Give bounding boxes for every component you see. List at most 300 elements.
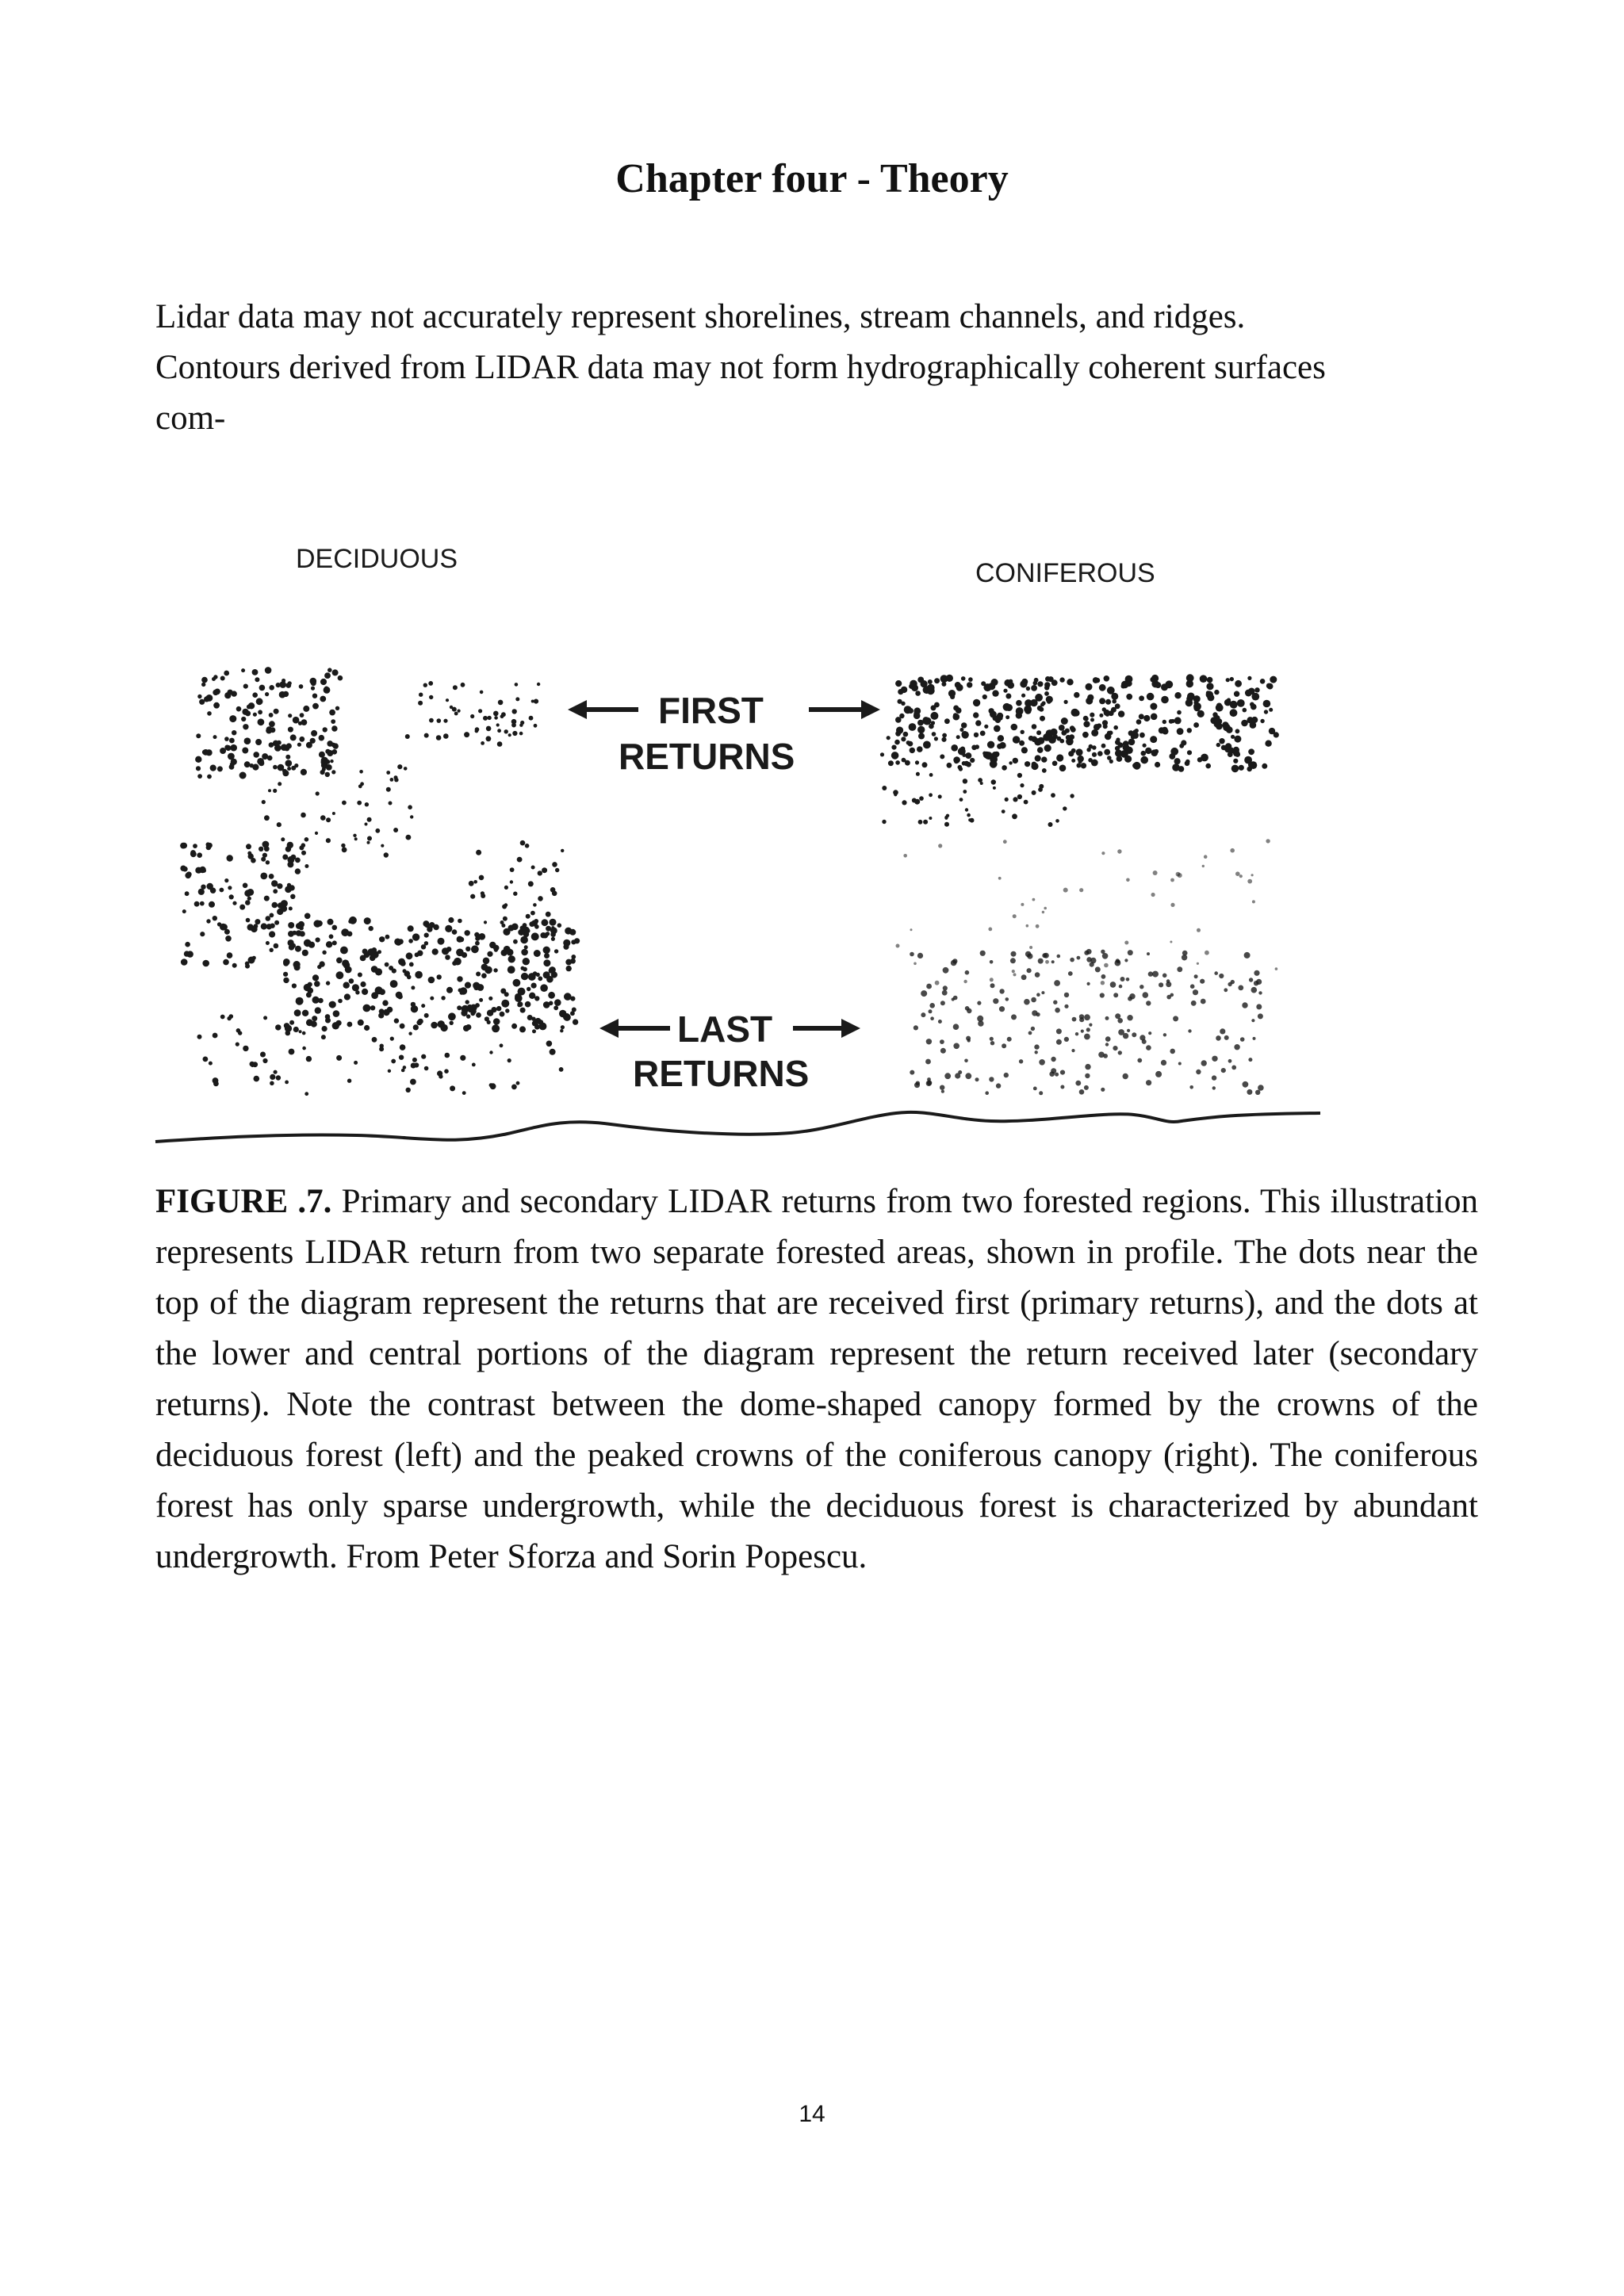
lidar-point: [1037, 747, 1044, 753]
lidar-point: [1206, 683, 1213, 690]
lidar-point: [565, 959, 572, 966]
lidar-point: [968, 818, 971, 821]
lidar-point: [397, 764, 402, 769]
lidar-point: [888, 760, 894, 766]
lidar-point: [531, 1017, 535, 1021]
lidar-point: [998, 877, 1002, 880]
lidar-point: [481, 964, 488, 971]
lidar-point: [544, 953, 550, 959]
lidar-point: [540, 984, 548, 992]
lidar-point: [1258, 1013, 1263, 1019]
lidar-point: [365, 802, 369, 806]
lidar-point: [312, 1016, 317, 1021]
lidar-point: [525, 928, 530, 933]
lidar-point: [927, 1077, 931, 1081]
lidar-point: [200, 901, 205, 906]
lidar-point: [484, 920, 487, 924]
lidar-point: [919, 796, 924, 801]
lidar-point: [1141, 751, 1147, 756]
lidar-point: [944, 1073, 951, 1079]
lidar-point: [1133, 729, 1138, 734]
lidar-point: [542, 933, 548, 939]
lidar-point: [896, 944, 900, 948]
lidar-point: [274, 744, 282, 752]
lidar-point: [252, 669, 259, 675]
lidar-point: [396, 992, 403, 999]
lidar-point: [298, 921, 304, 928]
lidar-point: [294, 1009, 301, 1016]
lidar-point: [274, 943, 279, 949]
lidar-point: [931, 721, 935, 725]
lidar-point: [910, 952, 914, 957]
lidar-point: [245, 710, 251, 716]
lidar-point: [248, 853, 254, 859]
lidar-point: [561, 849, 564, 852]
lidar-point: [990, 978, 994, 982]
lidar-point: [1235, 729, 1240, 733]
lidar-point: [964, 1059, 968, 1063]
lidar-point: [1231, 1066, 1236, 1070]
lidar-point: [1235, 680, 1242, 687]
lidar-point: [940, 1001, 945, 1005]
lidar-point: [299, 737, 304, 742]
lidar-point: [377, 950, 381, 954]
lidar-point: [496, 1006, 501, 1011]
lidar-point: [479, 933, 486, 940]
lidar-point: [269, 742, 274, 748]
lidar-point: [1187, 750, 1192, 755]
lidar-point: [304, 837, 309, 842]
lidar-point: [954, 759, 959, 763]
lidar-point: [264, 846, 270, 851]
lidar-point: [1099, 714, 1103, 718]
lidar-point: [452, 929, 458, 935]
lidar-point: [512, 709, 517, 714]
lidar-point: [903, 732, 909, 737]
lidar-point: [1155, 1071, 1162, 1077]
lidar-point: [529, 921, 534, 927]
lidar-point: [504, 886, 508, 890]
lidar-point: [1053, 1001, 1057, 1004]
lidar-point: [903, 854, 907, 858]
lidar-point: [301, 851, 306, 855]
lidar-point: [243, 684, 248, 689]
lidar-point: [1116, 959, 1120, 962]
lidar-point: [326, 838, 331, 843]
lidar-point: [1161, 1060, 1166, 1066]
lidar-point: [311, 730, 317, 737]
lidar-point: [220, 888, 224, 893]
lidar-point: [1104, 963, 1109, 968]
lidar-point: [295, 946, 301, 952]
lidar-point: [1207, 694, 1214, 701]
lidar-point: [213, 1033, 218, 1039]
figure-caption: [155, 1177, 1478, 1582]
lidar-point: [1230, 709, 1238, 717]
lidar-point: [341, 844, 345, 848]
lidar-point: [1042, 911, 1044, 913]
lidar-point: [520, 1008, 526, 1013]
lidar-point: [924, 718, 931, 725]
lidar-point: [942, 733, 947, 738]
lidar-point: [925, 1059, 931, 1065]
lidar-point: [914, 962, 917, 966]
page-title: Chapter four - Theory: [615, 156, 1009, 201]
lidar-point: [504, 903, 508, 907]
lidar-point: [496, 723, 500, 726]
lidar-point: [453, 685, 458, 690]
lidar-point: [902, 800, 906, 805]
lidar-point: [944, 822, 949, 827]
lidar-point: [182, 843, 188, 849]
lidar-point: [1105, 1036, 1111, 1042]
lidar-point: [304, 1092, 308, 1096]
lidar-point: [511, 1085, 517, 1090]
lidar-point: [493, 711, 499, 717]
lidar-point: [338, 999, 343, 1004]
lidar-point: [1026, 687, 1030, 691]
lidar-point: [271, 880, 278, 886]
lidar-point: [1128, 950, 1133, 955]
lidar-point: [1101, 981, 1105, 985]
lidar-point: [493, 945, 500, 951]
lidar-point: [1054, 980, 1060, 986]
lidar-point: [403, 1066, 407, 1070]
lidar-point: [367, 836, 372, 841]
lidar-point: [227, 855, 233, 861]
lidar-point: [1240, 1037, 1245, 1042]
lidar-point: [503, 916, 508, 921]
lidar-point: [529, 993, 535, 999]
lidar-point: [1070, 958, 1074, 962]
lidar-point: [336, 971, 344, 979]
lidar-point: [1143, 715, 1150, 721]
lidar-point: [290, 894, 295, 899]
lidar-point: [318, 998, 324, 1004]
lidar-point: [312, 703, 319, 710]
lidar-point: [273, 889, 278, 894]
lidar-point: [260, 873, 267, 880]
lidar-point: [378, 1012, 384, 1018]
lidar-point: [941, 737, 946, 742]
lidar-point: [1044, 682, 1050, 687]
lidar-point: [408, 939, 413, 943]
lidar-point: [336, 1020, 342, 1026]
lidar-point: [1227, 698, 1231, 702]
lidar-point: [288, 714, 292, 718]
lidar-point: [437, 1070, 442, 1076]
intro-line-3: com-: [155, 400, 226, 437]
lidar-returns-illustration: [151, 539, 1324, 1158]
lidar-point: [266, 941, 270, 945]
lidar-point: [445, 955, 450, 960]
lidar-point: [533, 903, 537, 907]
lidar-point: [1177, 710, 1182, 715]
lidar-point: [275, 1024, 281, 1030]
lidar-point: [1010, 958, 1016, 963]
lidar-point: [500, 1012, 505, 1017]
lidar-point: [302, 950, 308, 956]
lidar-point: [1031, 685, 1037, 691]
lidar-point: [1200, 675, 1208, 683]
lidar-point: [287, 856, 294, 863]
lidar-point: [243, 883, 248, 889]
lidar-point: [504, 992, 509, 997]
lidar-point: [915, 760, 919, 764]
lidar-point: [348, 920, 352, 924]
lidar-point: [1003, 840, 1007, 844]
lidar-point: [224, 929, 230, 935]
lidar-point: [1072, 710, 1077, 715]
lidar-point: [410, 815, 413, 818]
first-returns-right-arrow: [809, 700, 880, 719]
lidar-point: [375, 828, 380, 833]
lidar-point: [304, 939, 312, 947]
lidar-point: [274, 920, 279, 925]
lidar-point: [389, 966, 393, 970]
lidar-point: [1177, 728, 1184, 735]
lidar-point: [1152, 971, 1159, 978]
lidar-point: [940, 754, 944, 759]
lidar-point: [943, 967, 949, 974]
lidar-point: [1244, 756, 1252, 764]
lidar-point: [312, 694, 317, 698]
lidar-point: [196, 766, 201, 771]
lidar-point: [367, 948, 374, 955]
lidar-point: [508, 955, 515, 962]
lidar-point: [209, 901, 215, 908]
lidar-point: [1119, 985, 1123, 989]
lidar-point: [1237, 699, 1245, 707]
lidar-point: [1143, 992, 1149, 998]
lidar-point: [331, 770, 335, 774]
lidar-point: [1017, 794, 1022, 799]
lidar-point: [283, 978, 289, 983]
lidar-point: [1094, 724, 1100, 730]
lidar-point: [955, 1073, 960, 1078]
lidar-point: [1005, 694, 1011, 699]
lidar-point: [412, 1058, 417, 1062]
lidar-point: [197, 1035, 202, 1039]
figure-caption-label: FIGURE .7.: [155, 1183, 332, 1220]
lidar-point: [282, 679, 285, 683]
lidar-point: [962, 753, 966, 757]
lidar-point: [322, 767, 326, 771]
lidar-point: [1125, 747, 1132, 754]
lidar-point: [1002, 1043, 1006, 1048]
lidar-point: [554, 949, 558, 953]
lidar-point: [415, 952, 419, 957]
lidar-point: [1267, 683, 1274, 690]
lidar-point: [476, 1012, 481, 1018]
lidar-point: [284, 1023, 289, 1028]
lidar-point: [1081, 1030, 1084, 1033]
lidar-point: [228, 886, 232, 890]
lidar-point: [990, 1037, 994, 1041]
lidar-point: [277, 822, 282, 827]
lidar-point: [310, 678, 317, 685]
lidar-point: [293, 961, 301, 968]
lidar-point: [489, 1083, 493, 1087]
lidar-point: [497, 741, 503, 747]
lidar-point: [530, 911, 535, 916]
lidar-point: [1102, 953, 1109, 959]
lidar-point: [959, 798, 963, 802]
lidar-point: [298, 721, 302, 725]
lidar-point: [1091, 760, 1098, 767]
lidar-point: [291, 766, 296, 771]
lidar-point: [1243, 1081, 1249, 1088]
lidar-point: [340, 947, 348, 955]
lidar-point: [1047, 699, 1051, 704]
lidar-point: [926, 1039, 932, 1044]
lidar-point: [1146, 1080, 1151, 1085]
lidar-point: [1101, 950, 1105, 954]
lidar-point: [1197, 928, 1201, 932]
lidar-point: [197, 852, 202, 858]
lidar-point: [1244, 952, 1251, 959]
lidar-point: [1104, 749, 1110, 756]
lidar-point: [1252, 900, 1255, 903]
lidar-point: [521, 966, 525, 970]
lidar-point: [1247, 879, 1252, 884]
lidar-point: [564, 993, 572, 1001]
lidar-point: [311, 687, 315, 691]
lidar-point: [1245, 690, 1252, 697]
lidar-point: [1110, 982, 1116, 988]
lidar-point: [959, 767, 963, 771]
lidar-point: [1115, 1013, 1120, 1019]
lidar-point: [195, 867, 201, 874]
lidar-point: [314, 981, 320, 987]
lidar-point: [1187, 728, 1192, 733]
lidar-point: [261, 857, 266, 862]
lidar-point: [1095, 678, 1100, 683]
lidar-point: [1219, 974, 1224, 978]
lidar-point: [938, 794, 942, 798]
lidar-point: [917, 953, 923, 959]
lidar-point: [1021, 974, 1027, 980]
lidar-point: [270, 1081, 274, 1086]
lidar-point: [493, 1018, 500, 1025]
lidar-point: [475, 1003, 480, 1008]
lidar-point: [370, 1005, 375, 1010]
lidar-point: [1074, 692, 1079, 698]
lidar-point: [338, 675, 343, 681]
page-number: 14: [799, 2101, 825, 2127]
lidar-point: [1205, 763, 1211, 769]
lidar-point: [534, 699, 538, 704]
lidar-point: [209, 1062, 213, 1066]
lidar-point: [908, 708, 914, 714]
lidar-point: [442, 947, 449, 955]
lidar-point: [927, 684, 934, 691]
lidar-point: [909, 723, 917, 731]
lidar-point: [1027, 968, 1032, 973]
lidar-point: [1061, 718, 1068, 725]
lidar-point: [1216, 743, 1220, 747]
lidar-point: [501, 712, 506, 717]
lidar-point: [186, 871, 192, 877]
lidar-point: [1139, 1035, 1145, 1040]
lidar-point: [224, 878, 228, 882]
lidar-point: [213, 675, 217, 679]
lidar-point: [914, 1082, 920, 1088]
lidar-point: [379, 936, 385, 942]
lidar-point: [1055, 1008, 1060, 1013]
lidar-point: [1174, 717, 1182, 724]
lidar-point: [1041, 991, 1044, 994]
lidar-point: [384, 852, 389, 857]
lidar-point: [1039, 1059, 1045, 1066]
lidar-point: [968, 677, 973, 682]
lidar-point: [288, 931, 294, 937]
lidar-point: [246, 844, 251, 849]
lidar-point: [321, 680, 326, 685]
lidar-point: [269, 713, 274, 718]
lidar-point: [427, 926, 432, 932]
lidar-point: [1032, 790, 1036, 795]
lidar-point: [331, 725, 337, 731]
lidar-point: [1163, 1033, 1166, 1036]
lidar-point: [1139, 695, 1144, 701]
lidar-point: [1174, 758, 1181, 764]
lidar-point: [992, 690, 998, 696]
lidar-point: [534, 924, 539, 929]
lidar-point: [327, 919, 334, 925]
lidar-point: [910, 928, 913, 931]
lidar-point: [1084, 951, 1089, 955]
lidar-point: [347, 1022, 353, 1027]
lidar-point: [1057, 955, 1061, 959]
lidar-point: [465, 982, 471, 989]
lidar-point: [525, 1001, 531, 1008]
lidar-point: [411, 1005, 418, 1012]
lidar-point: [362, 989, 368, 995]
lidar-point: [480, 691, 484, 695]
lidar-point: [1166, 979, 1170, 983]
lidar-point: [513, 892, 517, 896]
intro-paragraph: [155, 292, 1478, 444]
lidar-point: [1084, 1034, 1090, 1040]
lidar-point: [1216, 1035, 1221, 1041]
lidar-point: [342, 801, 347, 806]
lidar-point: [1020, 680, 1027, 687]
lidar-point: [1071, 1049, 1074, 1052]
lidar-point: [1044, 953, 1049, 959]
lidar-point: [961, 722, 967, 728]
lidar-point: [262, 753, 268, 760]
lidar-point: [282, 855, 288, 860]
lidar-point: [326, 981, 330, 985]
lidar-point: [1042, 768, 1047, 773]
lidar-point: [433, 924, 439, 930]
lidar-point: [1118, 742, 1124, 748]
lidar-point: [399, 1055, 404, 1060]
lidar-point: [1248, 748, 1254, 755]
lidar-point: [256, 698, 263, 705]
lidar-point: [1194, 974, 1198, 978]
lidar-point: [1002, 765, 1007, 771]
lidar-point: [894, 740, 900, 745]
lidar-point: [990, 983, 995, 988]
lidar-point: [1166, 995, 1171, 1000]
lidar-point: [1234, 1044, 1239, 1050]
lidar-point: [941, 1090, 944, 1093]
lidar-point: [424, 1066, 429, 1071]
lidar-point: [327, 750, 333, 756]
lidar-point: [448, 1012, 456, 1020]
